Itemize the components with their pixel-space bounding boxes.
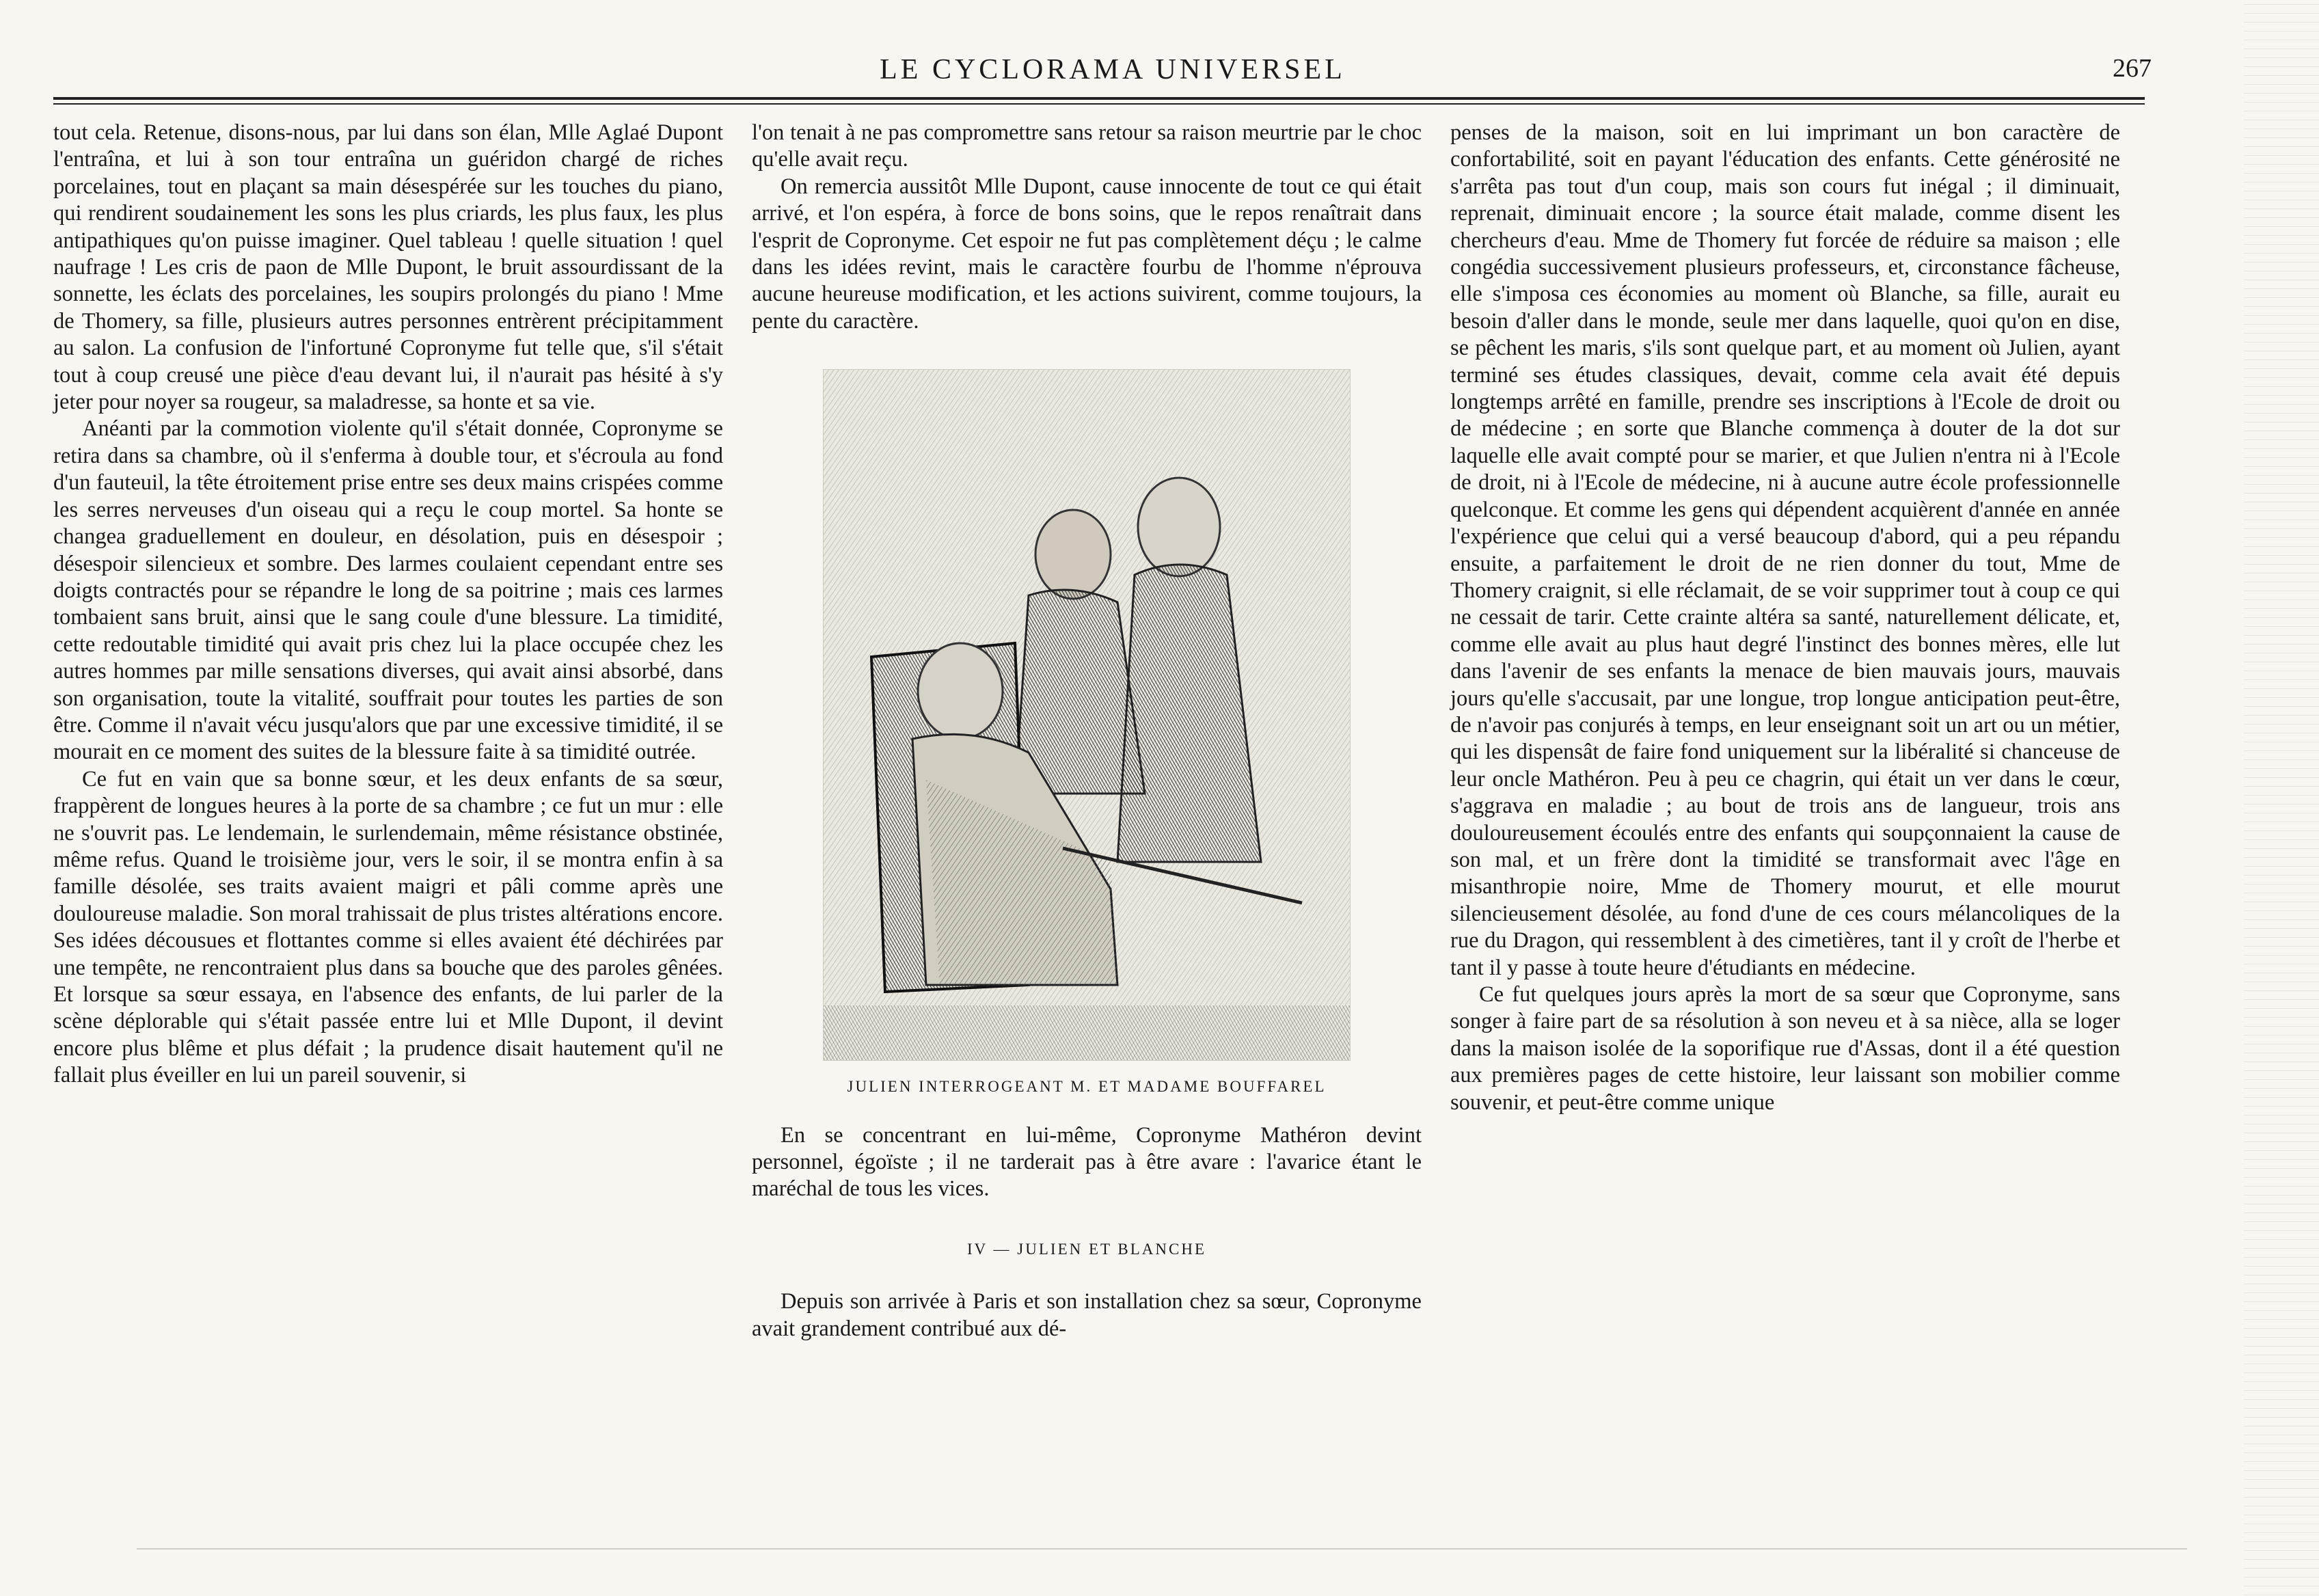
paragraph: penses de la maison, soit en lui imprimant un bon caractère de confortabilité, soit en payant l'éducation des enfants. Cette générosité ne s'arrêta pas tout d'un coup, mais son cours fut inégal ; il diminuait, reprenait, diminuait encore ; la source était malade, comme disent les chercheurs d'eau. Mme de Thomery fut forcée de réduire sa maison ; elle congédia successivement plusieurs professeurs, et, circonstance fâcheuse, elle s'imposa ces économies au moment où Blanche, sa fille, aurait eu besoin d'aller dans le monde, seule mer dans laquelle, quoi qu'on en dise, se pêchent les maris, s'ils sont quelque part, et au moment où Julien, ayant terminé ses études classiques, devait, comme cela avait été depuis longtemps arrêté en famille, prendre ses inscriptions à l'Ecole de droit ou de médecine ; en sorte que Blanche commença à douter de la dot sur laquelle elle avait compté pour se marier, et que Julien n'entra ni à l'Ecole de droit, ni à l'Ecole de médecine, ni à aucune autre école professionnelle quelconque. Et comme les gens qui dépendent acquièrent d'année en année l'expérience que celui qui a versé beaucoup d'abord, qui a peu répandu ensuite, a parfaitement le droit de ne rien donner du tout, Mme de Thomery craignit, si elle réclamait, de se voir supprimer tout à coup ce qui ne cessait de tarir. Cette crainte altéra sa santé, naturellement délicate, et, comme elle avait au plus haut degré l'instinct des bonnes mères, elle lut dans l'avenir de ses enfants la menace de bien mauvais jours, mauvais jours qu'elle s'accusait, par une longue, trop longue anticipation peut-être, de n'avoir pas conjurés à temps, en leur enseignant soit un art ou un métier, qui les dispensât de faire fond uniquement sur la libéralité si chanceuse de leur oncle Mathéron. Peu à peu ce chagrin, qui était un ver dans le cœur, s'aggrava en maladie ; au bout de trois ans de langueur, trois ans douloureusement écoulés entre des enfants qui soupçonnaient la cause de son mal, et un frère dont la timidité se transformait avec l'âge en misanthropie noire, Mme de Thomery mourut, et elle mourut silencieusement désolée, au fond d'une de ces cours mélancoliques de la rue du Dragon, qui ressemblent à des cimetières, tant il y croît de l'herbe et tant il y passe à toute heure d'étudiants en médecine. (1450, 120, 2120, 980)
section-heading: IV — JULIEN ET BLANCHE (966, 1240, 1207, 1258)
paragraph: En se concentrant en lui-même, Copronyme Mathéron devint personnel, égoïste ; il ne tarderait pas à être avare : l'avarice étant le maréchal de tous les vices. (752, 1122, 1422, 1202)
paragraph: On remercia aussitôt Mlle Dupont, cause innocente de tout ce qui était arrivé, et l'on espéra, à force de bons soins, que le repos renaîtrait dans l'esprit de Copronyme. Cet espoir ne fut pas complètement déçu ; le calme dans les idées revint, mais le caractère fourbu de l'homme n'éprouva aucune heureuse modification, et les actions suivirent, comme toujours, la pente du caractère. (752, 174, 1422, 334)
scan-bottom-edge (137, 1548, 2187, 1550)
page-number: 267 (2113, 54, 2152, 83)
header-rule-thin (53, 103, 2145, 105)
paragraph: Depuis son arrivée à Paris et son installation chez sa sœur, Copronyme avait grandement contribué aux dé- (752, 1289, 1422, 1341)
paragraph: l'on tenait à ne pas compromettre sans retour sa raison meurtrie par le choc qu'elle avait reçu. (752, 120, 1422, 172)
header-rule (53, 97, 2145, 100)
running-title: LE CYCLORAMA UNIVERSEL (880, 54, 1346, 85)
column-right (1450, 120, 2120, 1116)
page-header (53, 53, 2172, 101)
paragraph: Ce fut quelques jours après la mort de sa sœur que Copronyme, sans songer à faire part de sa résolution à son neveu et à sa nièce, alla se loger dans la maison isolée de la soporifique rue d'Assas, dont il a été question aux premières pages de cette histoire, leur laissant son mobilier comme souvenir, et peut-être comme unique (1450, 982, 2120, 1115)
scan-edge (2244, 0, 2319, 1596)
engraving-illustration (823, 369, 1351, 1061)
column-left (53, 120, 723, 1090)
figure-caption: JULIEN INTERROGEANT M. ET MADAME BOUFFAREL (847, 1078, 1327, 1096)
paragraph: Anéanti par la commotion violente qu'il s'était donnée, Copronyme se retira dans sa chambre, où il s'enferma à double tour, et s'écroula au fond d'un fauteuil, la tête étroitement prise entre ses deux mains crispées comme les serres nerveuses d'un oiseau qui a reçu le coup mortel. Sa honte se changea graduellement en douleur, en désolation, puis en désespoir ; désespoir silencieux et sombre. Des larmes coulaient cependant entre ses doigts contractés pour se répandre le long de sa poitrine ; mais ces larmes tombaient sans bruit, ainsi que le sang coule d'une blessure. La timidité, cette redoutable timidité qui avait pris chez lui la place occupée chez les autres hommes par mille sensations diverses, qui avait ainsi absorbé, dans son organisation, toute la vitalité, souffrait pour toutes les parties de son être. Comme il n'avait vécu jusqu'alors que par une excessive timidité, il se mourait en ce moment des suites de la blessure faite à sa timidité outrée. (53, 416, 723, 765)
paragraph: tout cela. Retenue, disons-nous, par lui dans son élan, Mlle Aglaé Dupont l'entraîna, et lui à son tour entraîna un guéridon chargé de riches porcelaines, tout en plaçant sa main désespérée sur les touches du piano, qui rendirent soudainement les sons les plus criards, les plus faux, les plus antipathiques qu'on puisse imaginer. Quel tableau ! quelle situation ! quel naufrage ! Les cris de paon de Mlle Dupont, le bruit assourdissant de la sonnette, les éclats des porcelaines, les soupirs prolongés du piano ! Mme de Thomery, sa fille, plusieurs autres personnes entrèrent précipitamment au salon. La confusion de l'infortuné Copronyme fut telle que, s'il s'était tout à coup creusé une pièce d'eau devant lui, il n'aurait pas hésité à s'y jeter pour noyer sa rougeur, sa maladresse, sa honte et sa vie. (53, 120, 723, 415)
column-middle (752, 120, 1422, 1342)
paragraph: Ce fut en vain que sa bonne sœur, et les deux enfants de sa sœur, frappèrent de longues heures à la porte de sa chambre ; ce fut un mur : elle ne s'ouvrit pas. Le lendemain, le surlendemain, même résistance obstinée, même refus. Quand le troisième jour, vers le soir, il se montra enfin à sa famille désolée, ses traits avaient maigri et pâli comme après une douloureuse maladie. Son moral trahissait de plus tristes altérations encore. Ses idées décousues et flottantes comme si elles avaient été déchirées par une tempête, ne rencontraient plus dans sa bouche que des paroles gênées. Et lorsque sa sœur essaya, en l'absence des enfants, de lui parler de la scène déplorable qui s'était passée entre lui et Mlle Dupont, il devint encore plus blême et plus défait ; la prudence disait hautement qu'il ne fallait plus éveiller en lui un pareil souvenir, si (53, 766, 723, 1088)
engraving-image (824, 370, 1350, 1060)
